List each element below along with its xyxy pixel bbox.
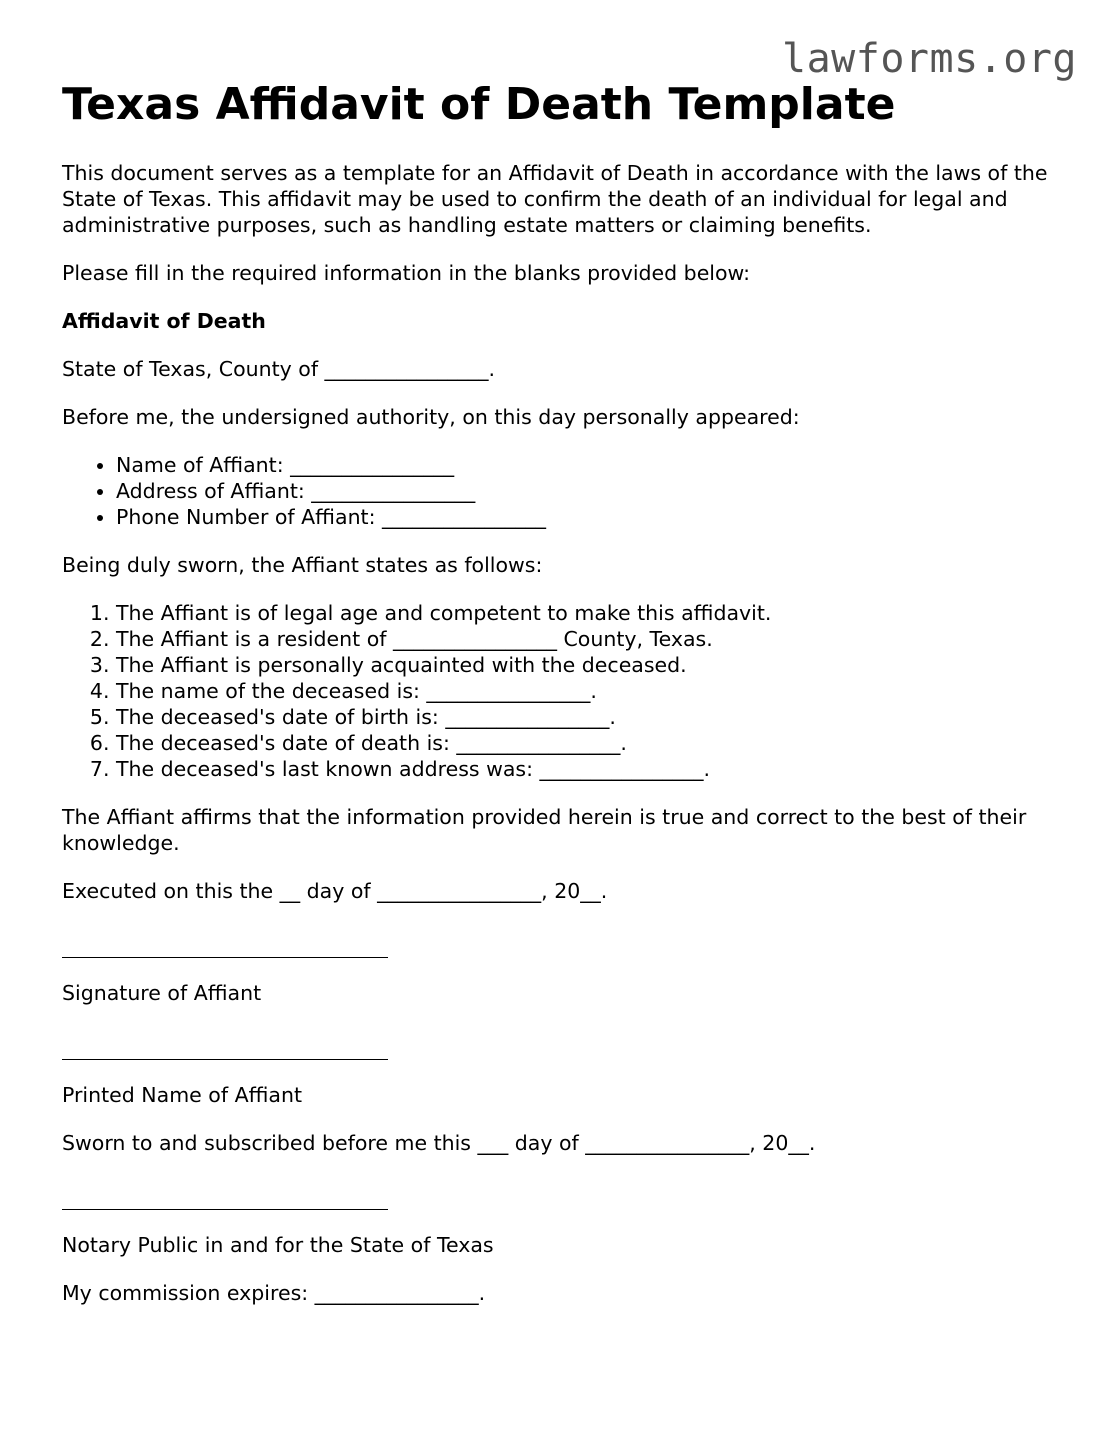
statement-item: 2. The Affiant is a resident of ________________ County, Texas. [116,626,1052,652]
affiant-fields-list [62,452,1052,530]
affiant-address-field: • Address of Affiant: ________________ [116,478,1052,504]
affiant-name-field: • Name of Affiant: ________________ [116,452,1052,478]
state-county-line: State of Texas, County of ________________. [62,357,496,381]
statement-item: 3. The Affiant is personally acquainted with the deceased. [116,652,1052,678]
signature-label: Signature of Affiant [62,981,262,1005]
page-title: Texas Affidavit of Death Template [62,79,896,130]
printed-name-label: Printed Name of Affiant [62,1083,303,1107]
notary-sworn-line: Sworn to and subscribed before me this ___ day of ________________, 20__. [62,1131,816,1155]
intro-paragraph: This document serves as a template for an Affidavit of Death in accordance with the laws of the State of Texas. This affidavit may be used to confirm the death of an individual for legal and administrative purposes, such as handling estate matters or claiming benefits. [62,161,1048,237]
statement-item: 7. The deceased's last known address was: ________________. [116,756,1052,782]
statement-item: 5. The deceased's date of birth is: ________________. [116,704,1052,730]
document-page [62,78,1052,1306]
section-heading: Affidavit of Death [62,309,266,333]
commission-line: My commission expires: ________________. [62,1281,486,1305]
appeared-paragraph: Before me, the undersigned authority, on this day personally appeared: [62,405,800,429]
statement-item: 6. The deceased's date of death is: ________________. [116,730,1052,756]
affirmation-paragraph: The Affiant affirms that the information provided herein is true and correct to the best of their knowledge. [62,805,1027,855]
notary-signature-line [62,1184,388,1210]
statement-item: 1. The Affiant is of legal age and competent to make this affidavit. [116,600,1052,626]
executed-line: Executed on this the __ day of ________________, 20__. [62,879,608,903]
instructions-paragraph: Please fill in the required information in the blanks provided below: [62,261,751,285]
printed-name-line [62,1034,388,1060]
statements-list [62,600,1052,782]
signature-line [62,932,388,958]
sworn-intro: Being duly sworn, the Affiant states as follows: [62,553,543,577]
notary-label: Notary Public in and for the State of Texas [62,1233,494,1257]
affiant-phone-field: • Phone Number of Affiant: ________________ [116,504,1052,530]
watermark-logo: lawforms.org [782,36,1077,82]
statement-item: 4. The name of the deceased is: ________________. [116,678,1052,704]
